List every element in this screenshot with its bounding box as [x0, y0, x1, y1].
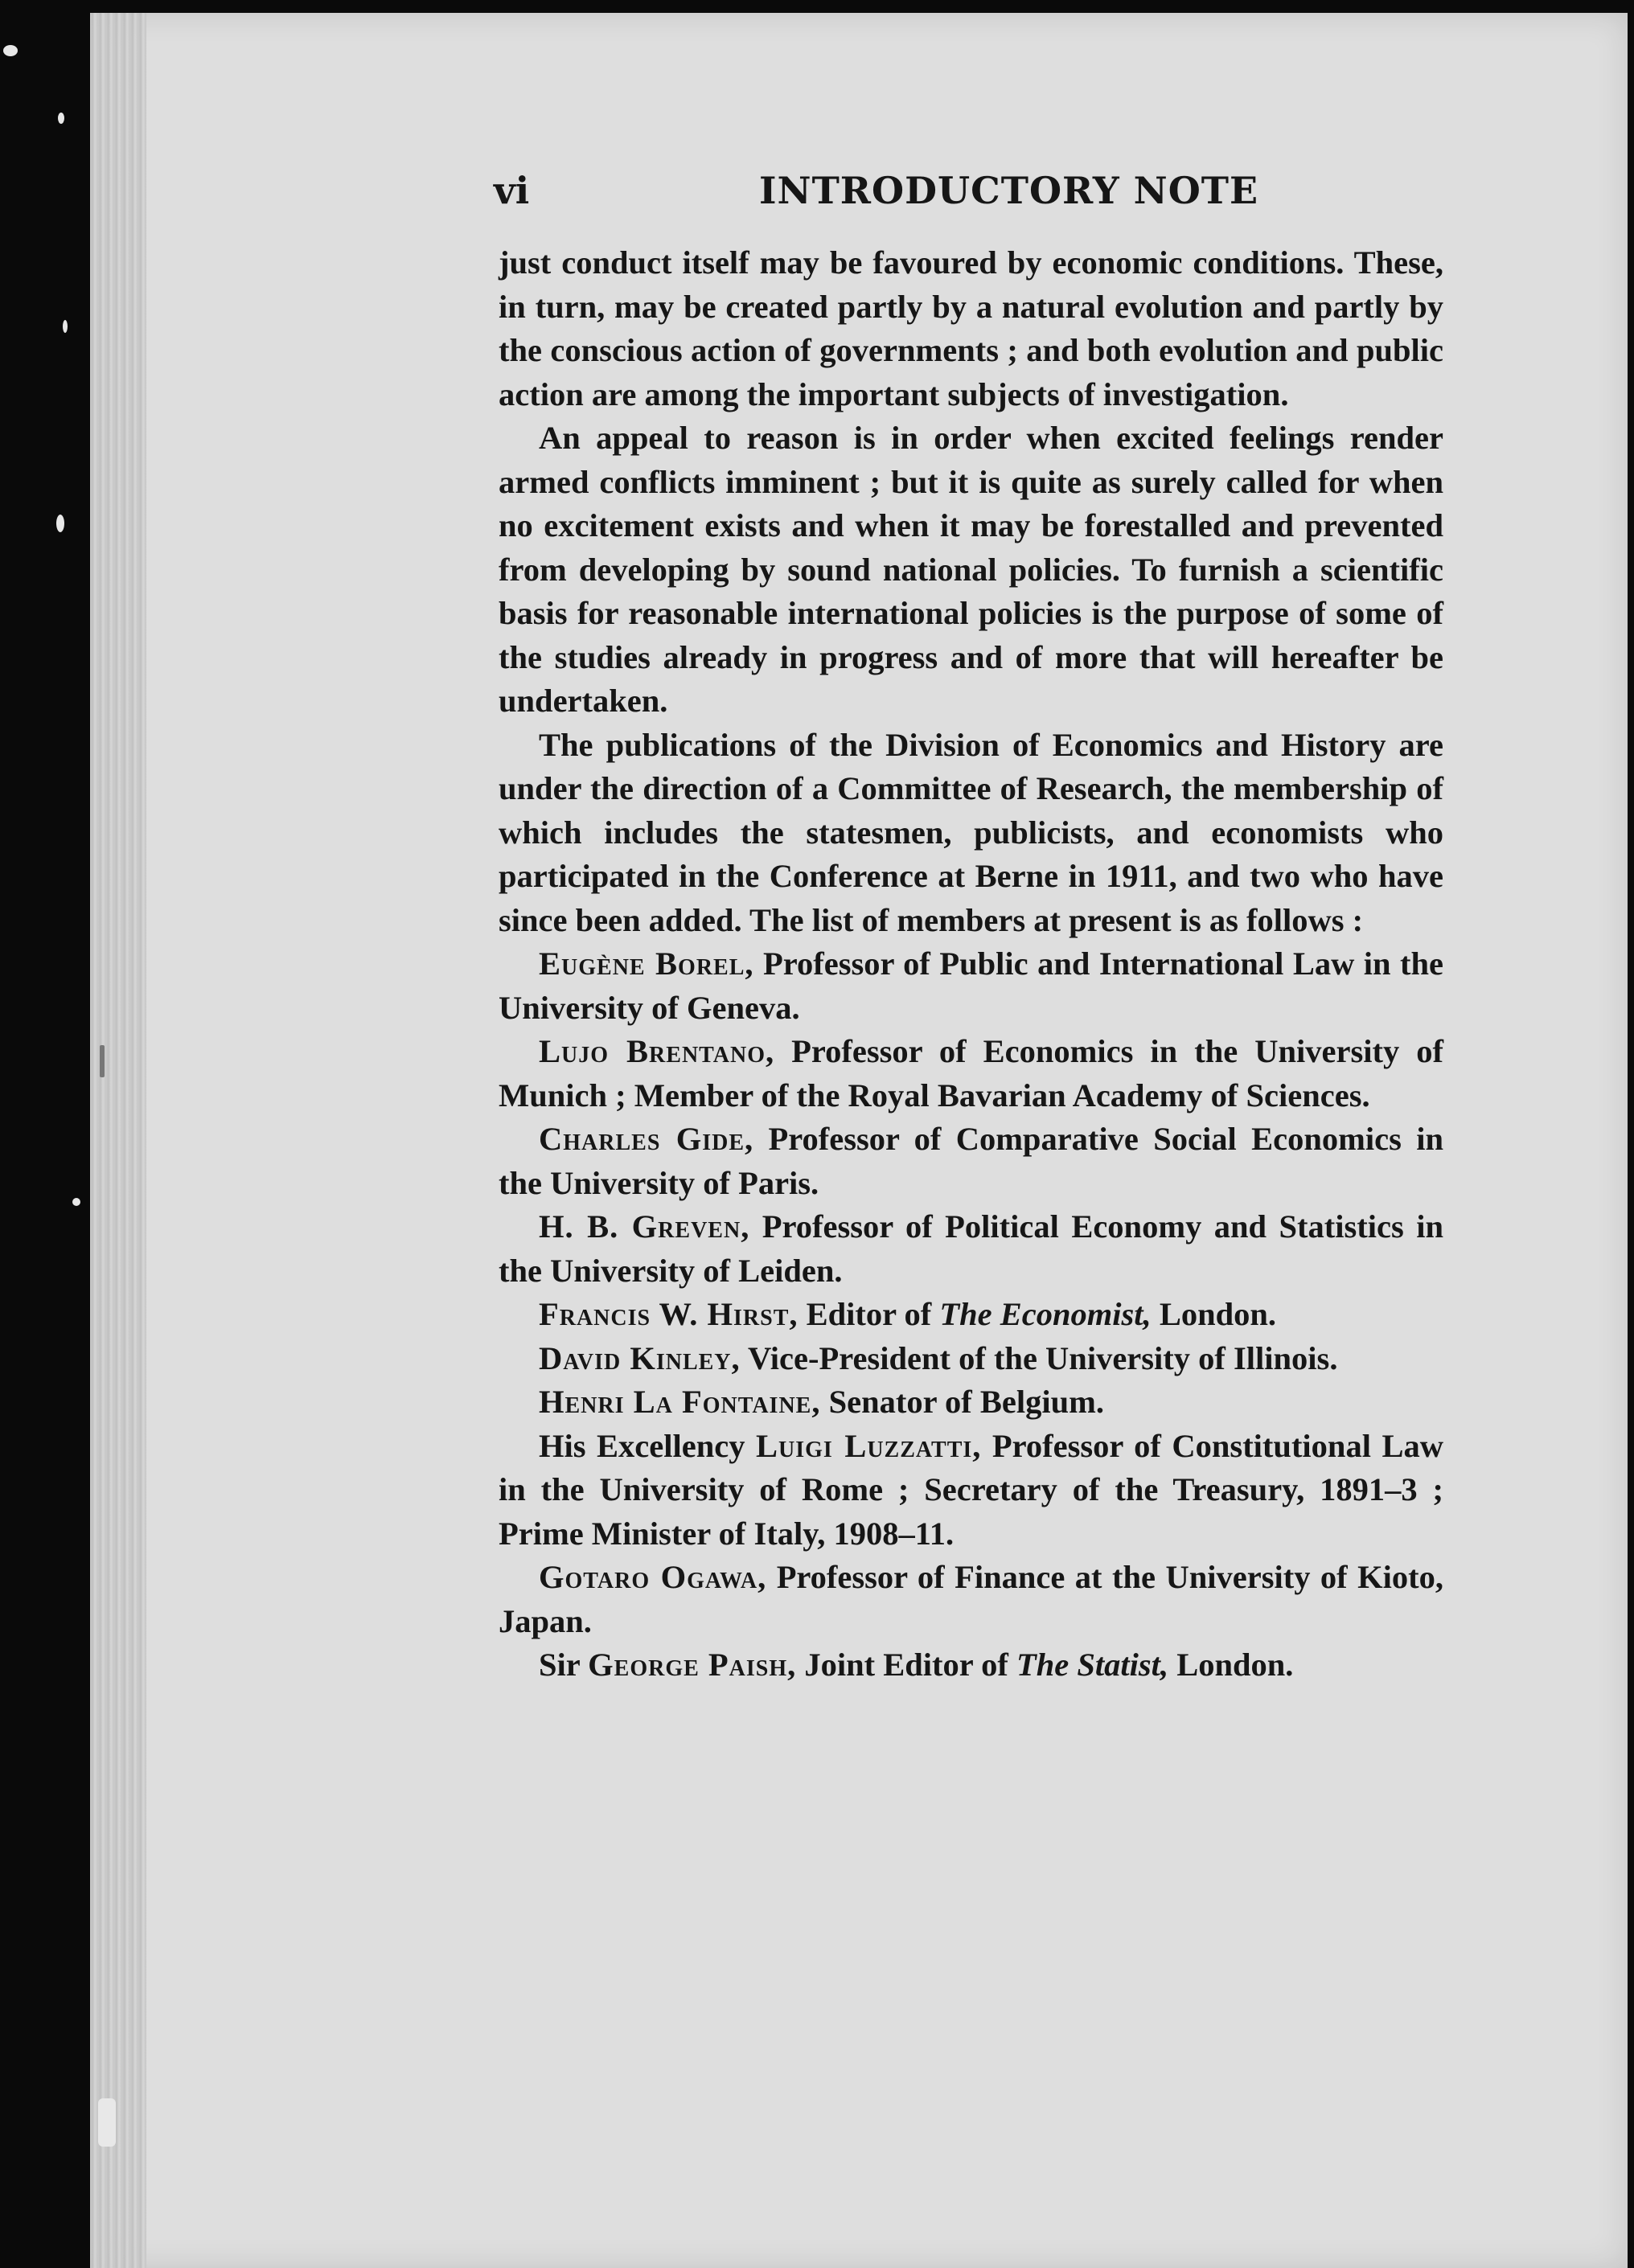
member-entry [499, 1118, 1443, 1205]
member-name: Lujo Brentano, [539, 1033, 775, 1069]
scan-speck [3, 45, 18, 56]
body-text [499, 241, 1443, 1688]
member-description-end: London. [1151, 1296, 1277, 1332]
member-description: Professor of Public and International Law in the University of Geneva. [499, 945, 1444, 1026]
member-description: Senator of Belgium. [820, 1384, 1104, 1420]
member-entry [499, 942, 1443, 1030]
running-head: INTRODUCTORY NOTE [759, 169, 1259, 212]
member-entry [499, 1030, 1443, 1118]
member-description-end: London. [1168, 1647, 1294, 1683]
publication-title: The Statist, [1016, 1647, 1169, 1683]
scan-speck [58, 113, 64, 124]
page-header [494, 169, 1443, 225]
scan-border-marks [0, 0, 90, 2268]
member-description: Vice-President of the University of Illinois. [740, 1339, 1338, 1376]
page-binding-edge [90, 13, 146, 2268]
paragraph: just conduct itself may be favoured by economic conditions. These, in turn, may be created partly by a natural evolution and partly by the conscious action of governments ; and both evolution and public action are among the important subjects of investigation. [499, 244, 1443, 412]
member-entry [499, 1643, 1443, 1688]
member-entry [499, 1380, 1443, 1425]
paragraph: An appeal to reason is in order when excited feelings render armed conflicts imminent ; but it is quite as surely called for when no excitement exists and when it may be forestalled and prevented from developing by sound national policies. To furnish a scientific basis for reasonable international policies is the purpose of some of the studies already in progress and of more that will hereafter be undertaken. [499, 420, 1443, 719]
member-description: Professor of Comparative Social Economics in the University of Paris. [499, 1121, 1443, 1201]
member-prefix: Sir [539, 1647, 589, 1683]
member-entry [499, 1205, 1443, 1293]
member-prefix: His Excellency [539, 1427, 756, 1464]
member-description: Professor of Political Economy and Statistics in the University of Leiden. [499, 1208, 1443, 1289]
member-entry [499, 1293, 1443, 1337]
scan-speck [63, 320, 68, 333]
scan-speck [98, 2098, 116, 2147]
member-name: Henri La Fontaine, [539, 1384, 821, 1420]
member-description: Joint Editor of [796, 1647, 1017, 1683]
member-name: H. B. Greven, [539, 1208, 750, 1245]
member-name: Gotaro Ogawa, [539, 1559, 767, 1595]
member-name: George Paish, [588, 1647, 797, 1683]
member-name: Charles Gide, [539, 1121, 754, 1157]
publication-title: The Economist, [939, 1296, 1152, 1332]
paragraph: The publications of the Division of Economics and History are under the direction of a Committee of Research, the membership of which includes the statesmen, publicists, and economists who participated in the Conference at Berne in 1911, and two who have since been added. The list of members at present is as follows : [499, 726, 1443, 938]
member-entry [499, 1337, 1443, 1381]
member-name: David Kinley, [539, 1339, 741, 1376]
scan-speck [100, 1045, 105, 1077]
member-name: Luigi Luzzatti, [756, 1427, 982, 1464]
page-number: vi [494, 169, 530, 212]
scan-speck [56, 515, 64, 532]
member-entry [499, 1556, 1443, 1643]
scan-speck [72, 1198, 80, 1206]
member-name: Francis W. Hirst, [539, 1296, 799, 1332]
member-name: Eugène Borel, [539, 945, 754, 982]
member-description: Professor of Economics in the University of Munich ; Member of the Royal Bavarian Academy of Sciences. [499, 1033, 1443, 1113]
member-description: Editor of [798, 1296, 940, 1332]
member-description: Professor of Constitutional Law in the University of Rome ; Secretary of the Treasury, 1891–3 ; Prime Minister of Italy, 1908–11. [499, 1427, 1443, 1552]
member-entry [499, 1425, 1443, 1556]
member-description: Professor of Finance at the University of Kioto, Japan. [499, 1559, 1443, 1639]
